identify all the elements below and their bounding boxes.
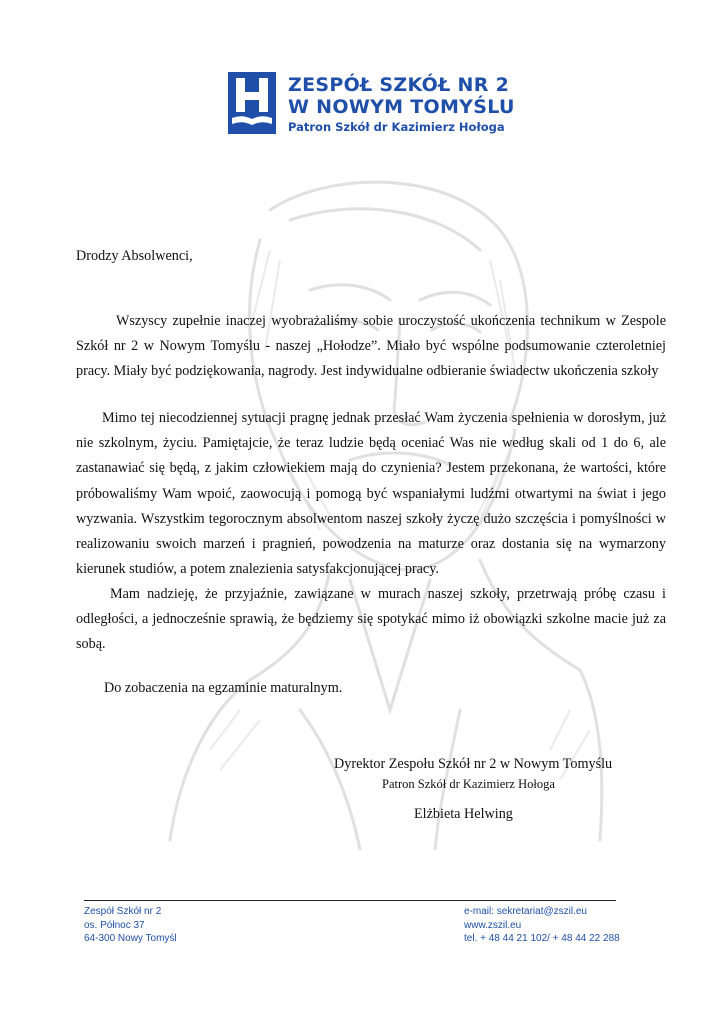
paragraph-1: Wszyscy zupełnie inaczej wyobrażaliśmy sobie uroczystość ukończenia technikum w Zespole Szkół nr 2 w Nowym Tomyślu - naszej „Hołodze”. Miało być wspólne podsumowanie czteroletniej pracy. Miały być podziękowania, nagrody. Jest indywidualne odbieranie świadectw ukończenia szkoły xyxy=(76,313,666,380)
footer-website: www.zszil.eu xyxy=(464,919,522,931)
footer-contact xyxy=(464,905,620,946)
footer-address xyxy=(84,905,177,946)
footer-city: 64-300 Nowy Tomyśl xyxy=(84,933,177,944)
logo-title-line2: W NOWYM TOMYŚLU xyxy=(288,96,515,118)
footer-street: os. Północ 37 xyxy=(84,919,145,931)
signature-name: Elżbieta Helwing xyxy=(414,806,513,822)
logo-patron: Patron Szkół dr Kazimierz Hołoga xyxy=(288,120,505,134)
logo-title-line1: ZESPÓŁ SZKÓŁ NR 2 xyxy=(288,74,510,96)
paragraph-2: Mimo tej niecodziennej sytuacji pragnę jednak przesłać Wam życzenia spełnienia w dorosłym, już nie szkolnym, życiu. Pamiętajcie, że teraz ludzie będą oceniać Was nie według skali od 1 do 6, ale zastanawiać się będą, z jakim człowiekiem mają do czynienia? Jestem przekonana, że wartości, które próbowaliśmy Wam wpoić, zaowocują i pomogą być wspaniałymi ludźmi otwartymi na świat i jego wyzwania. Wszystkim tegorocznym absolwentom naszej szkoły życzę dużo szczęścia i pomyślności w realizowaniu swoich marzeń i pragnień, powodzenia na maturze oraz dostania się na wymarzony kierunek studiów, a potem znalezienia satysfakcjonującej pracy. xyxy=(76,410,666,578)
signature-title: Dyrektor Zespołu Szkół nr 2 w Nowym Tomyślu xyxy=(334,756,613,772)
paragraph-3: Mam nadzieję, że przyjaźnie, zawiązane w murach naszej szkoły, przetrwają próbę czasu i odległości, a jednocześnie sprawią, że będziemy się spotykać mimo iż obowiązki szkolne macie już za sobą. xyxy=(76,586,666,653)
signature-patron: Patron Szkół dr Kazimierz Hołoga xyxy=(382,777,555,791)
footer-divider xyxy=(84,900,616,901)
footer-school-name: Zespół Szkół nr 2 xyxy=(84,906,162,917)
salutation: Drodzy Absolwenci, xyxy=(76,248,193,264)
footer-phone: tel. + 48 44 21 102/ + 48 44 22 288 xyxy=(464,933,620,944)
school-logo xyxy=(228,72,528,138)
footer-email: e-mail: sekretariat@zszil.eu xyxy=(464,906,587,917)
closing-line: Do zobaczenia na egzaminie maturalnym. xyxy=(104,680,343,696)
school-emblem-icon xyxy=(228,72,276,134)
